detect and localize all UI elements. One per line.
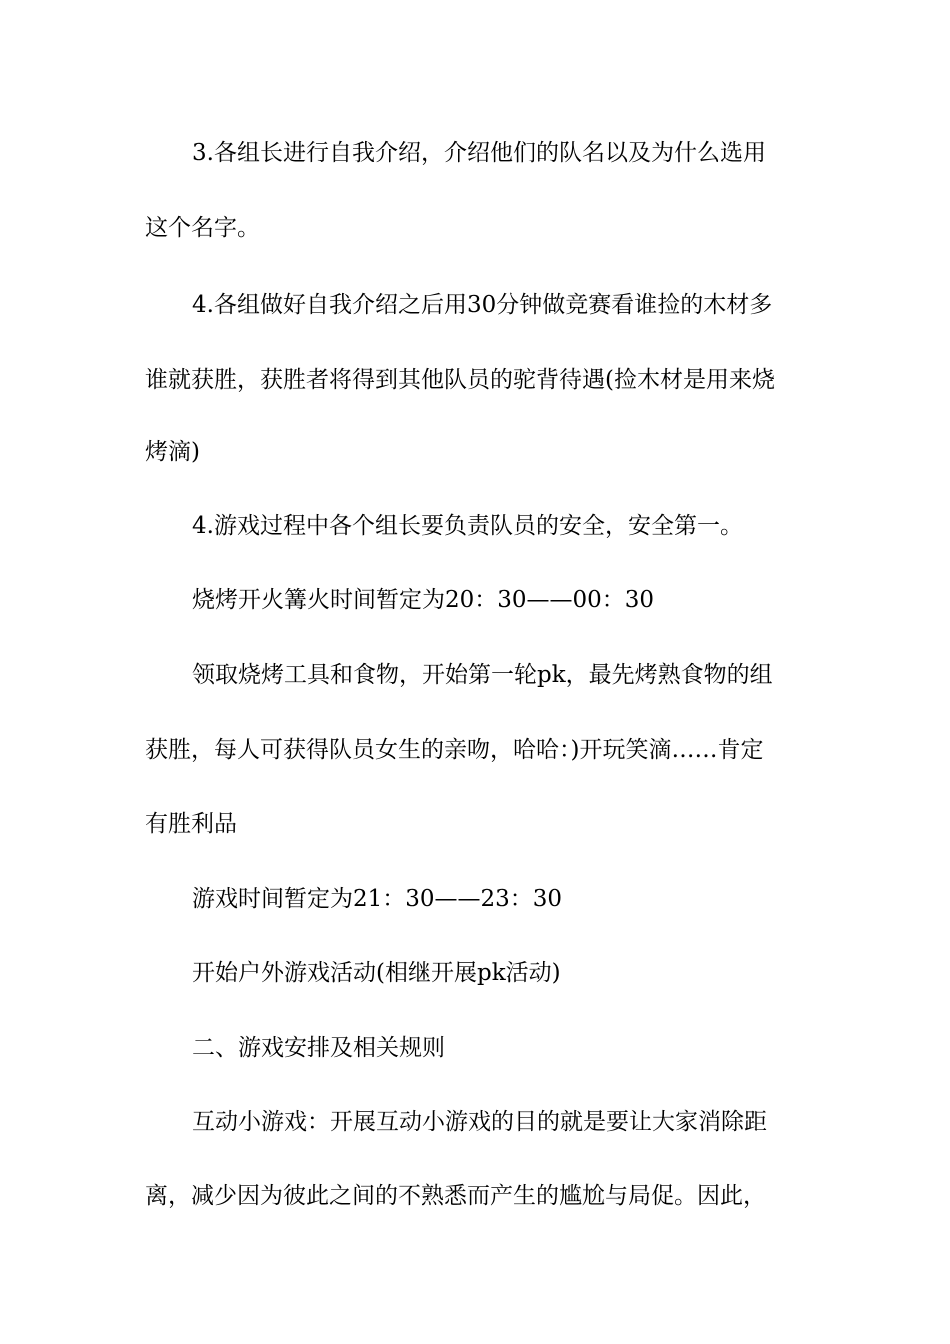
paragraph-line: 烧烤开火篝火时间暂定为20：30——00：30 xyxy=(192,587,655,613)
paragraph-line: 有胜利品 xyxy=(145,811,237,837)
paragraph-line: 3.各组长进行自我介绍，介绍他们的队名以及为什么选用 xyxy=(192,140,766,166)
paragraph-line: 离，减少因为彼此之间的不熟悉而产生的尴尬与局促。因此， xyxy=(145,1183,766,1209)
paragraph-line: 烤滴) xyxy=(145,439,200,465)
paragraph-line: 互动小游戏：开展互动小游戏的目的就是要让大家消除距 xyxy=(192,1109,767,1135)
paragraph-line: 谁就获胜，获胜者将得到其他队员的驼背待遇(捡木材是用来烧 xyxy=(145,367,775,393)
paragraph-line: 4.各组做好自我介绍之后用30分钟做竞赛看谁捡的木材多 xyxy=(192,292,773,318)
paragraph-line: 游戏时间暂定为21：30——23：30 xyxy=(192,886,563,912)
section-heading: 二、游戏安排及相关规则 xyxy=(192,1035,445,1061)
paragraph-line: 开始户外游戏活动(相继开展pk活动) xyxy=(192,960,561,986)
paragraph-line: 获胜，每人可获得队员女生的亲吻，哈哈：)开玩笑滴……肯定 xyxy=(145,737,764,763)
paragraph-line: 这个名字。 xyxy=(145,215,260,241)
paragraph-line: 领取烧烤工具和食物，开始第一轮pk，最先烤熟食物的组 xyxy=(192,662,773,688)
paragraph-line: 4.游戏过程中各个组长要负责队员的安全，安全第一。 xyxy=(192,513,743,539)
